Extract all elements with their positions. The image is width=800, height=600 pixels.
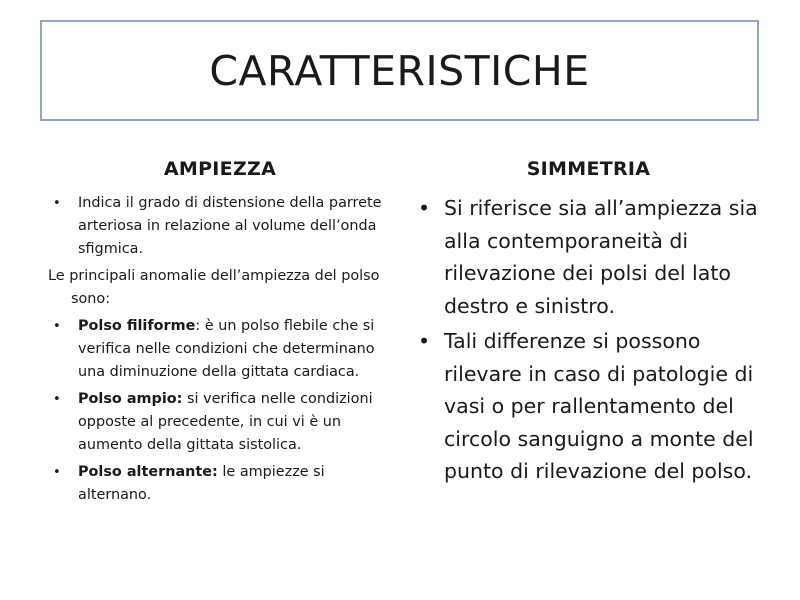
simmetria-list: [416, 192, 761, 488]
ampiezza-column: [48, 158, 388, 511]
bullet-icon: •: [53, 392, 61, 407]
item-text: Indica il grado di distensione della parrete arteriosa in relazione al volume dell’onda sfigmica.: [78, 195, 382, 257]
ampiezza-heading: AMPIEZZA: [163, 158, 277, 180]
simmetria-heading: SIMMETRIA: [526, 158, 651, 180]
list-item: [48, 388, 388, 457]
title-box: [40, 20, 759, 121]
item-text: Tali differenze si possono rilevare in caso di patologie di vasi o per rallentamento del circolo sanguigno a monte del punto di rilevazione del polso.: [444, 329, 754, 483]
simmetria-column: [416, 158, 761, 491]
ampiezza-list: [48, 192, 388, 507]
bullet-icon: •: [418, 329, 431, 353]
bullet-icon: •: [53, 465, 61, 480]
item-text: Le principali anomalie dell’ampiezza del polso sono:: [48, 268, 380, 307]
item-text: Si riferisce sia all’ampiezza sia alla contemporaneità di rilevazione dei polsi del lato destro e sinistro.: [444, 196, 758, 318]
slide-title: CARATTERISTICHE: [209, 46, 590, 95]
list-item: [48, 192, 388, 261]
item-bold-term: Polso alternante:: [78, 464, 218, 480]
list-item-intro: [48, 265, 388, 311]
bullet-icon: •: [53, 319, 61, 334]
bullet-icon: •: [53, 196, 61, 211]
list-item: [48, 461, 388, 507]
item-bold-term: Polso ampio:: [78, 391, 183, 407]
list-item: [416, 325, 761, 488]
item-text: : è un polso flebile che si verifica nelle condizioni che determinano una diminuzione della gittata cardiaca.: [78, 318, 375, 380]
bullet-icon: •: [418, 196, 431, 220]
item-bold-term: Polso filiforme: [78, 318, 196, 334]
list-item: [416, 192, 761, 322]
item-text: le ampiezze si alternano.: [78, 464, 325, 503]
list-item: [48, 315, 388, 384]
item-text: si verifica nelle condizioni opposte al precedente, in cui vi è un aumento della gittata sistolica.: [78, 391, 373, 453]
